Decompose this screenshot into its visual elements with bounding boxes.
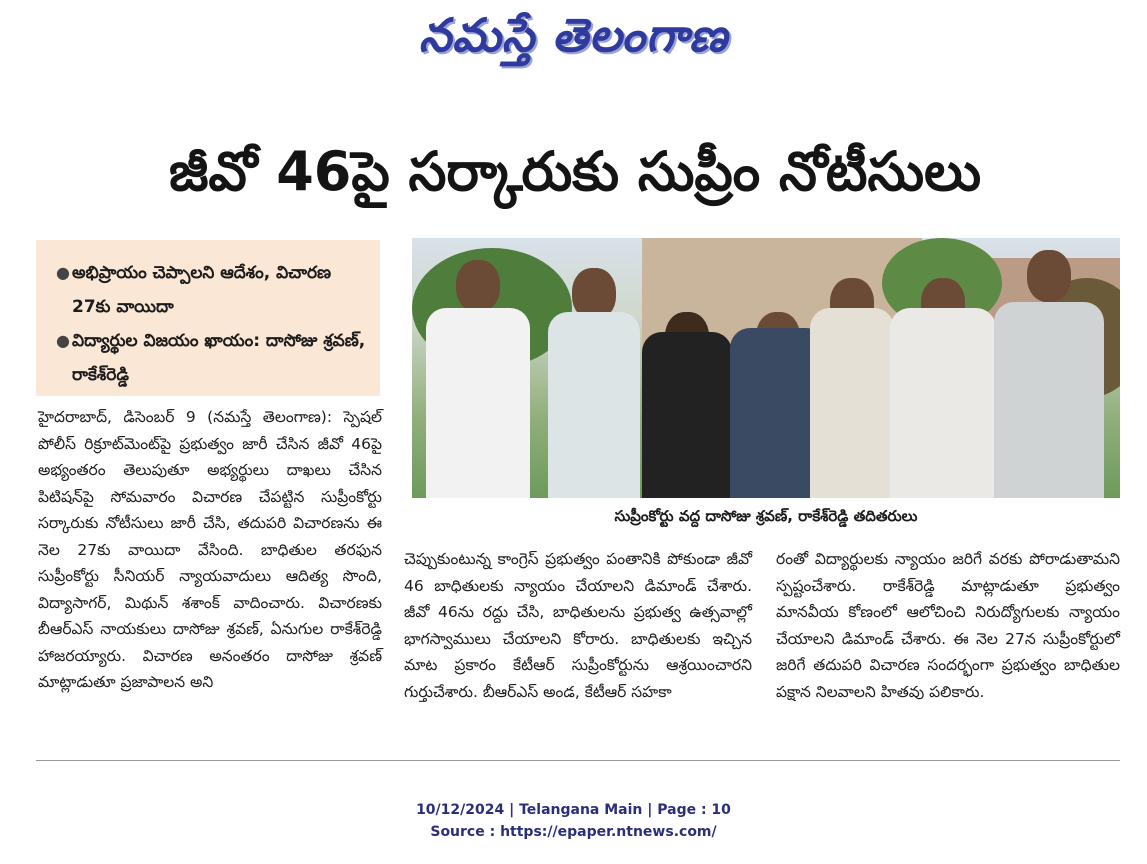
highlight-item xyxy=(56,324,370,392)
highlights-box xyxy=(36,240,380,396)
headline: జీవో 46పై సర్కారుకు సుప్రీం నోటీసులు xyxy=(168,140,982,203)
photo-person xyxy=(642,284,732,498)
photo-person xyxy=(426,258,530,498)
highlight-text: విద్యార్థుల విజయం ఖాయం: దాసోజు శ్రవణ్, రాకేశ్‌రెడ్డి xyxy=(72,331,366,385)
article-column-2: చెప్పుకుంటున్న కాంగ్రెస్ ప్రభుత్వం పంతానికి పోకుండా జీవో 46 బాధితులకు న్యాయం చేయాలని డిమాండ్ చేశారు. జీవో 46ను రద్దు చేసి, బాధితులను ప్రభుత్వ ఉత్సవాల్లో భాగస్వాములు చేయాలని కోరారు. బాధితులకు ఇచ్చిన మాట ప్రకారం కేటీఆర్ సుప్రీంకోర్టును ఆశ్రయించారని గుర్తుచేశారు. బీఆర్‌ఎస్ అండ, కేటీఆర్ సహకా xyxy=(404,550,752,701)
news-photo xyxy=(412,238,1120,498)
bullet-icon: ● xyxy=(56,331,70,350)
photo-caption: సుప్రీంకోర్టు వద్ద దాసోజు శ్రవణ్, రాకేశ్‌రెడ్డి తదితరులు xyxy=(614,507,918,525)
photo-person xyxy=(548,262,640,498)
footer-source-line: Source : https://epaper.ntnews.com/ xyxy=(430,824,717,840)
photo-person xyxy=(810,258,894,498)
masthead-title: నమస్తే తెలంగాణ xyxy=(418,8,729,62)
article-column-1: హైదరాబాద్, డిసెంబర్ 9 (నమస్తే తెలంగాణ): స్పెషల్ పోలీస్ రిక్రూట్‌మెంట్‌పై ప్రభుత్వం జారీ చేసిన జీవో 46పై అభ్యంతరం తెలుపుతూ అభ్యర్థులు దాఖలు చేసిన పిటిషన్‌పై సోమవారం విచారణ చేపట్టిన సుప్రీంకోర్టు సర్కారుకు నోటీసులు జారీ చేసి, తదుపరి విచారణను ఈ నెల 27కు వాయిదా వేసింది. బాధితుల తరఫున సుప్రీంకోర్టు సీనియర్ న్యాయవాదులు ఆదిత్య సొంది, విద్యాసాగర్, మిథున్ శశాంక్ వాదించారు. విచారణకు బీఆర్‌ఎస్ నాయకులు దాసోజు శ్రవణ్, ఏనుగుల రాకేశ్‌రెడ్డి హాజరయ్యారు. విచారణ అనంతరం దాసోజు శ్రవణ్ మాట్లాడుతూ ప్రజాపాలన అని xyxy=(38,408,382,691)
article-column-3: రంతో విద్యార్థులకు న్యాయం జరిగే వరకు పోరాడుతామని స్పష్టంచేశారు. రాకేశ్‌రెడ్డి మాట్లాడుతూ ప్రభుత్వం మానవీయ కోణంలో ఆలోచించి నిరుద్యోగులకు న్యాయం చేయాలని డిమాండ్ చేశారు. ఈ నెల 27న సుప్రీంకోర్టులో జరిగే తదుపరి విచారణ సందర్భంగా ప్రభుత్వం బాధితుల పక్షాన నిలవాలని హితవు పలికారు. xyxy=(776,550,1120,701)
highlight-item xyxy=(56,256,370,324)
highlight-text: అభిప్రాయం చెప్పాలని ఆదేశం, విచారణ 27కు వాయిదా xyxy=(72,263,332,317)
photo-person xyxy=(994,246,1104,498)
photo-person xyxy=(890,258,996,498)
footer-date-line: 10/12/2024 | Telangana Main | Page : 10 xyxy=(416,802,731,818)
footer-divider xyxy=(36,760,1120,761)
bullet-icon: ● xyxy=(56,263,70,282)
